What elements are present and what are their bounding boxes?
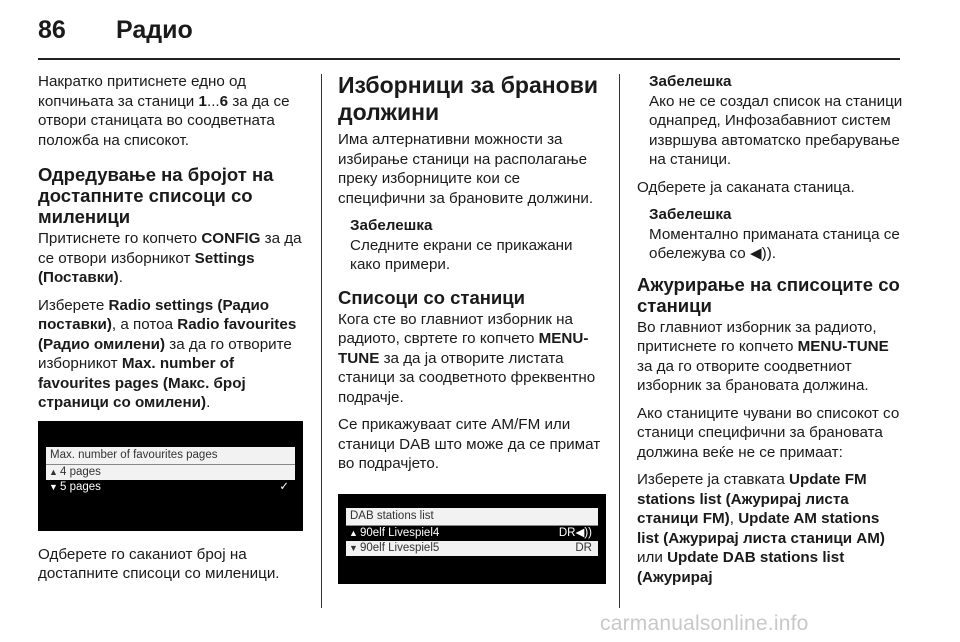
note xyxy=(649,205,905,264)
column-divider xyxy=(619,74,620,608)
paragraph: Има алтернативни можности за избирање станици на располагање преку изборниците кои се специфични за брановите должини. xyxy=(338,131,594,207)
column-1 xyxy=(38,72,303,592)
arrow-up-icon: ▲ xyxy=(349,527,358,538)
arrow-down-icon: ▼ xyxy=(49,481,58,492)
arrow-down-icon: ▼ xyxy=(349,542,358,553)
list-item-selected: ▲ 90elf Livespiel4 DR◀)) xyxy=(346,526,598,541)
watermark: carmanualsonline.info xyxy=(600,612,809,635)
list-item: ▲ 4 pages xyxy=(49,465,101,478)
section-heading-update: Ажурирање на списоците со станици xyxy=(637,273,900,316)
paragraph: Во главниот изборник за радиото, притиснете го копчето MENU-TUNE за да го отворите соодветниот изборник за брановата должина. xyxy=(637,318,889,394)
screen-dab-stations xyxy=(338,494,606,584)
paragraph: Ако станиците чувани во списокот со станици специфични за брановата должина веќе не се примаат: xyxy=(637,404,900,461)
note-text: Ако не се создал список на станици однапред, Инфозабавниот систем извршува автоматско пребарување на станици. xyxy=(649,92,903,168)
note-title: Забелешка xyxy=(649,73,732,90)
paragraph: Изберете Radio settings (Радио поставки), а потоа Radio favourites (Радио омилени) за да го отворите изборникот Max. number of favourites pages (Макс. број страници со омилени). xyxy=(38,296,297,411)
note xyxy=(649,72,905,170)
screen-list xyxy=(346,508,598,556)
note-text: Моментално приманата станица се обележува со ◀)). xyxy=(649,225,900,262)
list-item: ▼ 90elf Livespiel5 DR xyxy=(349,541,592,554)
paragraph: Изберете ја ставката Update FM stations list (Ажурирај листа станици FM), Update AM stations list (Ажурирај листа станици AM) или Update DAB stations list (Ажурирај xyxy=(637,471,885,586)
header-rule xyxy=(38,58,900,60)
screen-title: Max. number of favourites pages xyxy=(46,447,295,465)
paragraph: Се прикажуваат сите AM/FM или станици DAB што може да се примат во подрачјето. xyxy=(338,416,601,472)
speaker-icon: DR◀)) xyxy=(558,526,592,539)
paragraph: Притиснете го копчето CONFIG за да се отвори изборникот Settings (Поставки). xyxy=(38,230,302,286)
page-number: 86 xyxy=(38,16,66,44)
check-icon: ✓ xyxy=(279,480,289,493)
list-item-selected: ▼ 5 pages ✓ xyxy=(46,480,295,495)
page-title: Радио xyxy=(116,16,193,44)
note-title: Забелешка xyxy=(649,206,732,223)
paragraph: Накратко притиснете едно од копчињата за станици 1...6 за да се отвори станицата во соодветната положба на списокот. xyxy=(38,73,290,149)
screen-title: DAB stations list xyxy=(346,508,598,526)
column-divider xyxy=(321,74,322,608)
page-header xyxy=(0,0,960,62)
screen-list xyxy=(46,447,295,495)
paragraph: Одберете ја саканата станица. xyxy=(637,178,855,196)
section-heading-band: Изборници за бранови должини xyxy=(338,72,598,125)
paragraph: Кога сте во главниот изборник на радиото, свртете го копчето MENU-TUNE за да ја отворите листата станици за соодветното фреквентно подрачје. xyxy=(338,310,596,406)
section-heading-favorites: Одредување на бројот на достапните списоци со миленици xyxy=(38,164,274,227)
screen-favourites-pages xyxy=(38,421,303,531)
note xyxy=(350,216,606,275)
note-text: Следните екрани се прикажани како примери. xyxy=(350,236,573,273)
note-title: Забелешка xyxy=(350,217,433,234)
column-3 xyxy=(637,72,905,595)
paragraph: Одберете го саканиот број на достапните списоци со миленици. xyxy=(38,545,280,582)
section-heading-lists: Списоци со станици xyxy=(338,286,526,308)
arrow-up-icon: ▲ xyxy=(49,466,58,477)
column-2 xyxy=(338,72,606,594)
